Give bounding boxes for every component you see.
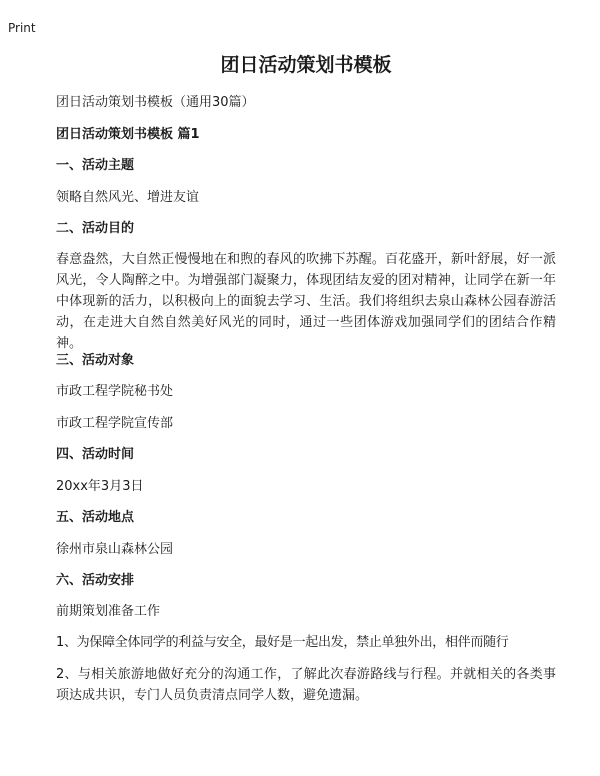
section-heading-participants: 三、活动对象 [56, 353, 135, 368]
section-heading-time: 四、活动时间 [56, 447, 135, 462]
section-heading-location: 五、活动地点 [56, 510, 135, 525]
location-text: 徐州市泉山森林公园 [56, 542, 174, 557]
section-heading-arrangement: 六、活动安排 [56, 573, 135, 588]
arrangement-intro: 前期策划准备工作 [56, 604, 161, 619]
participant-item: 市政工程学院宣传部 [56, 416, 174, 431]
document-subtitle: 团日活动策划书模板（通用30篇） [56, 95, 255, 110]
arrangement-item: 2、与相关旅游地做好充分的沟通工作，了解此次春游路线与行程。并就相关的各类事项达成共识，专门人员负责清点同学人数，避免遗漏。 [56, 667, 556, 703]
time-text: 20xx年3月3日 [56, 479, 144, 494]
section-heading-purpose: 二、活动目的 [56, 221, 135, 236]
participant-item: 市政工程学院秘书处 [56, 384, 174, 399]
print-link[interactable]: Print [8, 21, 36, 35]
theme-text: 领略自然风光、增进友谊 [56, 190, 200, 205]
arrangement-item: 1、为保障全体同学的利益与安全，最好是一起出发，禁止单独外出，相伴而随行 [56, 635, 509, 650]
part-heading: 团日活动策划书模板 篇1 [56, 127, 200, 142]
purpose-text: 春意盎然，大自然正慢慢地在和煦的春风的吹拂下苏醒。百花盛开，新叶舒展，好一派风光，令人陶醉之中。为增强部门凝聚力，体现团结友爱的团对精神，让同学在新一年中体现新的活力，以积极向上的面貌去学习、生活。我们将组织去泉山森林公园春游活动，在走进大自然自然美好风光的同时，通过一些团体游戏加强同学们的团结合作精神。 [56, 252, 556, 351]
section-heading-theme: 一、活动主题 [56, 158, 135, 173]
page-title: 团日活动策划书模板 [220, 54, 392, 76]
